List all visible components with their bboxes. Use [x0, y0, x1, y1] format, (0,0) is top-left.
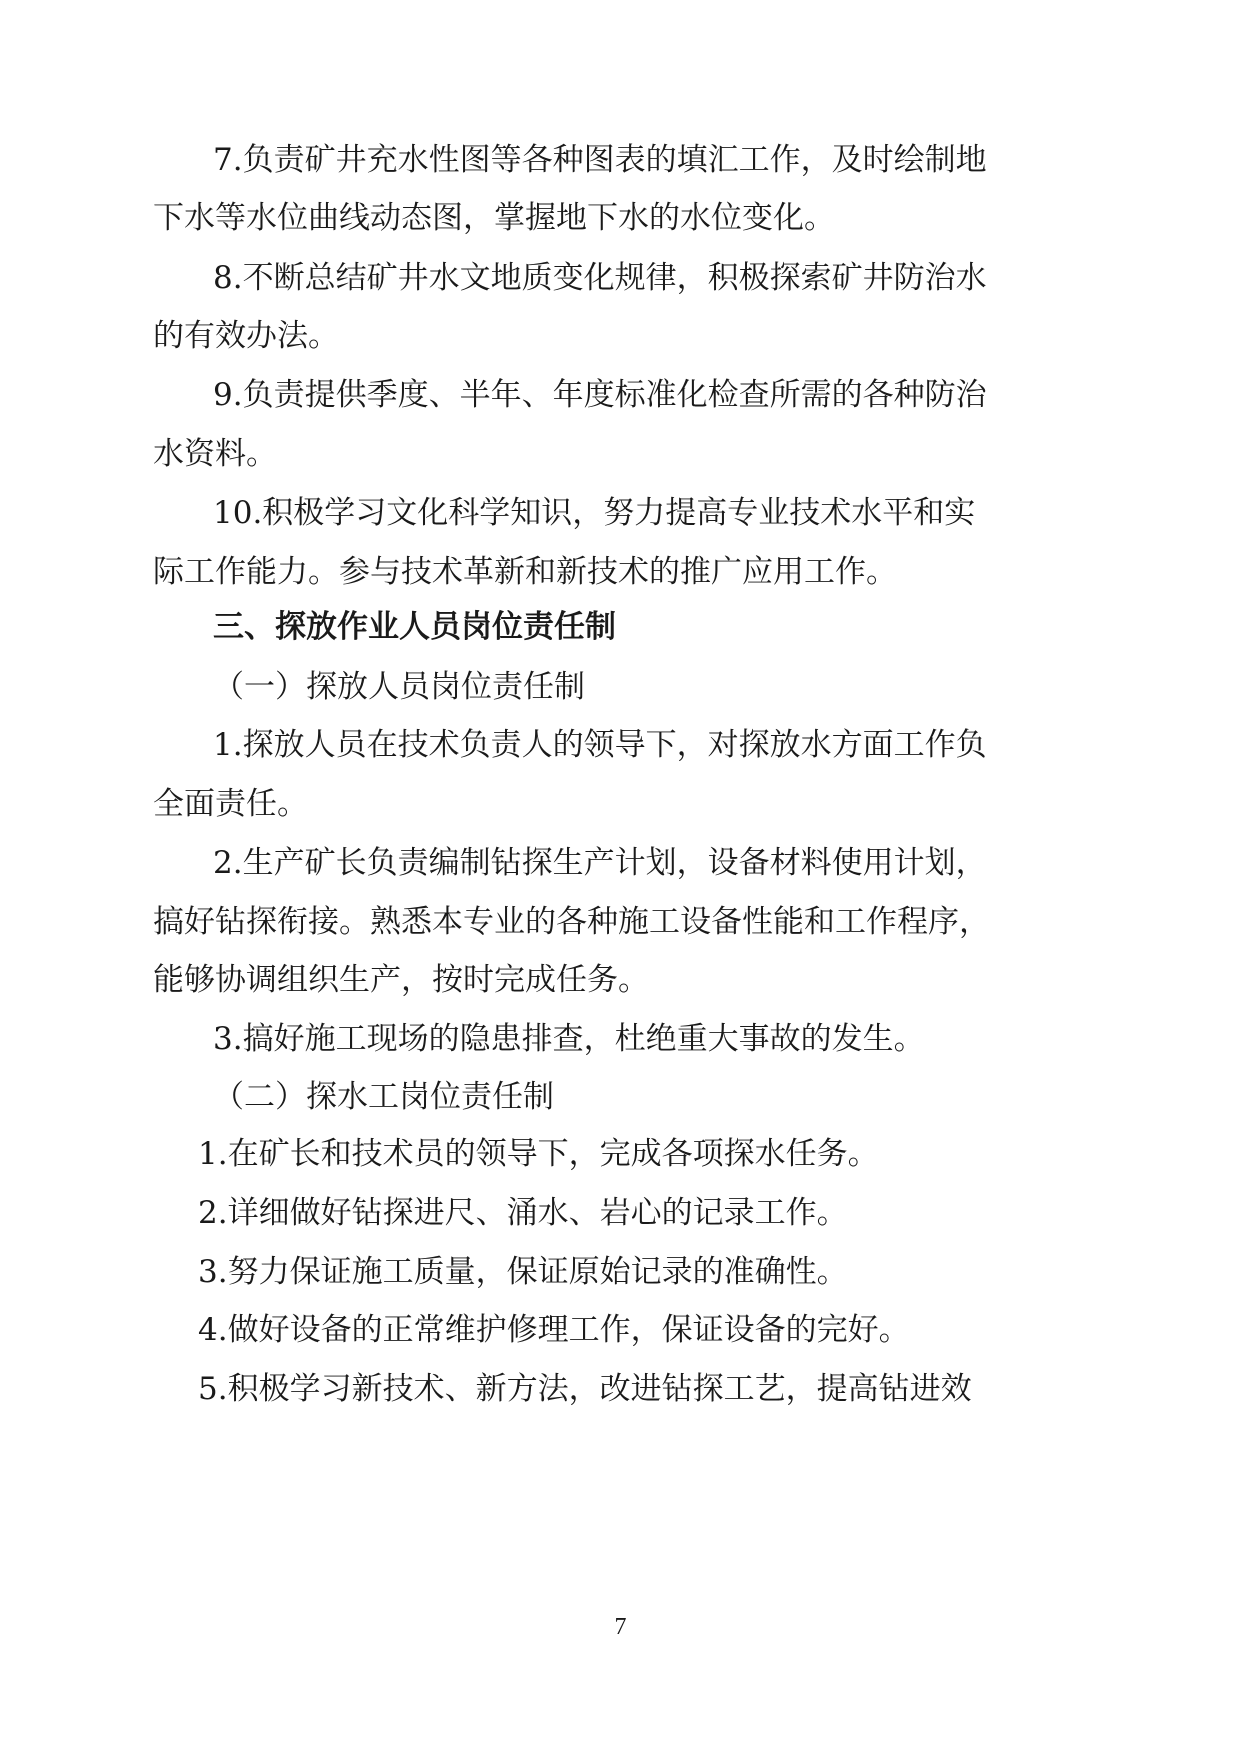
subsection-heading: （二）探水工岗位责任制 [213, 1079, 554, 1115]
paragraph-line: 水资料。 [153, 436, 277, 472]
paragraph-line: 4.做好设备的正常维护修理工作，保证设备的完好。 [198, 1312, 910, 1348]
paragraph-line: 的有效办法。 [153, 318, 339, 354]
paragraph-line: 7.负责矿井充水性图等各种图表的填汇工作，及时绘制地 [213, 142, 987, 178]
paragraph-line: 1.在矿长和技术员的领导下，完成各项探水任务。 [198, 1136, 879, 1172]
paragraph-line: 8.不断总结矿井水文地质变化规律，积极探索矿井防治水 [213, 260, 987, 296]
paragraph-line: 2.详细做好钻探进尺、涌水、岩心的记录工作。 [198, 1195, 848, 1231]
paragraph-line: 5.积极学习新技术、新方法，改进钻探工艺，提高钻进效 [198, 1371, 972, 1407]
paragraph-line: 搞好钻探衔接。熟悉本专业的各种施工设备性能和工作程序， [153, 904, 990, 940]
subsection-heading: （一）探放人员岗位责任制 [213, 669, 585, 705]
paragraph-line: 下水等水位曲线动态图，掌握地下水的水位变化。 [153, 200, 835, 236]
paragraph-line: 能够协调组织生产，按时完成任务。 [153, 962, 649, 998]
paragraph-line: 全面责任。 [153, 786, 308, 822]
paragraph-line: 9.负责提供季度、半年、年度标准化检查所需的各种防治 [213, 377, 987, 413]
paragraph-line: 3.努力保证施工质量，保证原始记录的准确性。 [198, 1254, 848, 1290]
paragraph-line: 2.生产矿长负责编制钻探生产计划，设备材料使用计划， [213, 845, 987, 881]
paragraph-line: 际工作能力。参与技术革新和新技术的推广应用工作。 [153, 554, 897, 590]
page-number: 7 [614, 1614, 627, 1640]
paragraph-line: 3.搞好施工现场的隐患排查，杜绝重大事故的发生。 [213, 1021, 925, 1057]
section-heading: 三、探放作业人员岗位责任制 [213, 609, 616, 645]
paragraph-line: 1.探放人员在技术负责人的领导下，对探放水方面工作负 [213, 727, 987, 763]
paragraph-line: 10.积极学习文化科学知识，努力提高专业技术水平和实 [213, 495, 976, 531]
